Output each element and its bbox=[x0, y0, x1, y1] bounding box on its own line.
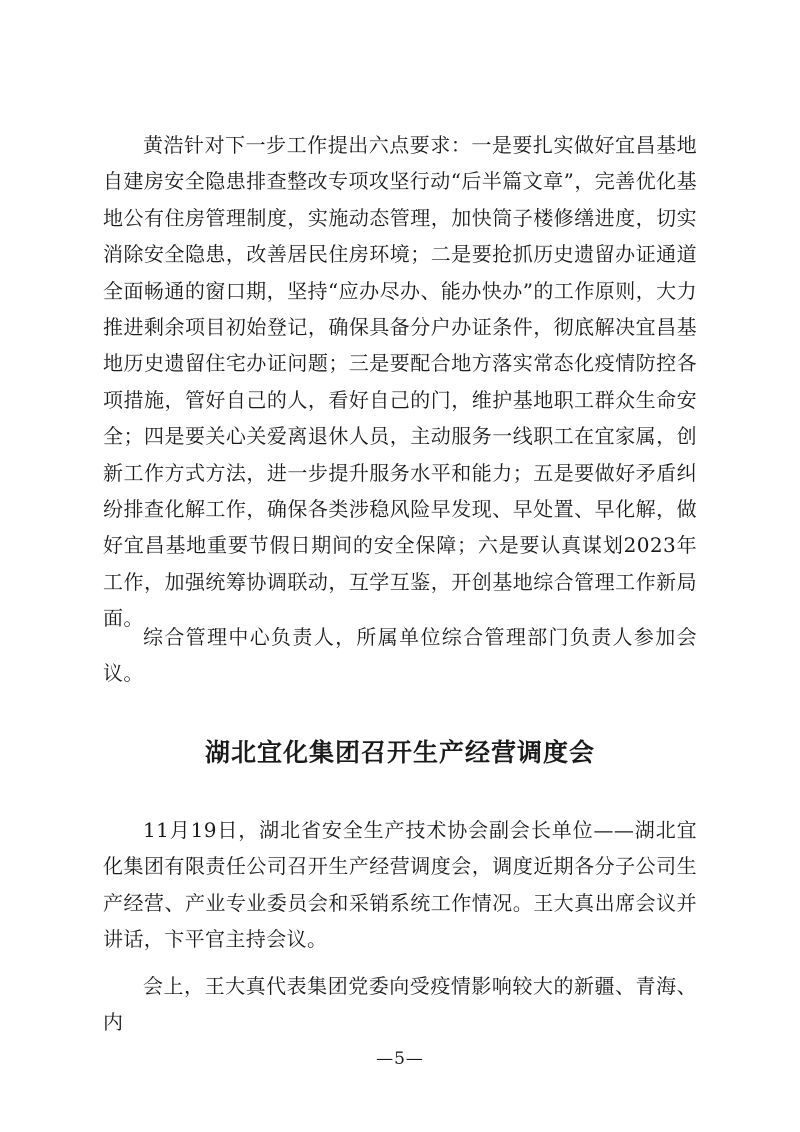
body-paragraph: 黄浩针对下一步工作提出六点要求：一是要扎实做好宜昌基地自建房安全隐患排查整改专项攻坚行动“后半篇文章”，完善优化基地公有住房管理制度，实施动态管理，加快筒子楼修缮进度，切实消除安全隐患，改善居民住房环境；二是要抢抓历史遗留办证通道全面畅通的窗口期，坚持“应办尽办、能办快办”的工作原则，大力推进剩余项目初始登记，确保具备分户办证条件，彻底解决宜昌基地历史遗留住宅办证问题；三是要配合地方落实常态化疫情防控各项措施，管好自己的人，看好自己的门，维护基地职工群众生命安全；四是要关心关爱离退休人员，主动服务一线职工在宜家属，创新工作方式方法，进一步提升服务水平和能力；五是要做好矛盾纠纷排查化解工作，确保各类涉稳风险早发现、早处置、早化解，做好宜昌基地重要节假日期间的安全保障；六是要认真谋划2023年工作，加强统筹协调联动，互学互鉴，开创基地综合管理工作新局面。 bbox=[103, 133, 697, 631]
body-paragraph: 11月19日，湖北省安全生产技术协会副会长单位——湖北宜化集团有限责任公司召开生产经营调度会，调度近期各分子公司生产经营、产业专业委员会和采销系统工作情况。王大真出席会议并讲话，卞平官主持会议。 bbox=[103, 818, 697, 952]
body-paragraph: 会上，王大真代表集团党委向受疫情影响较大的新疆、青海、内 bbox=[103, 974, 697, 1035]
section-title: 湖北宜化集团召开生产经营调度会 bbox=[204, 738, 595, 767]
page-number: —5— bbox=[376, 1049, 424, 1069]
body-paragraph: 综合管理中心负责人，所属单位综合管理部门负责人参加会议。 bbox=[103, 625, 697, 686]
